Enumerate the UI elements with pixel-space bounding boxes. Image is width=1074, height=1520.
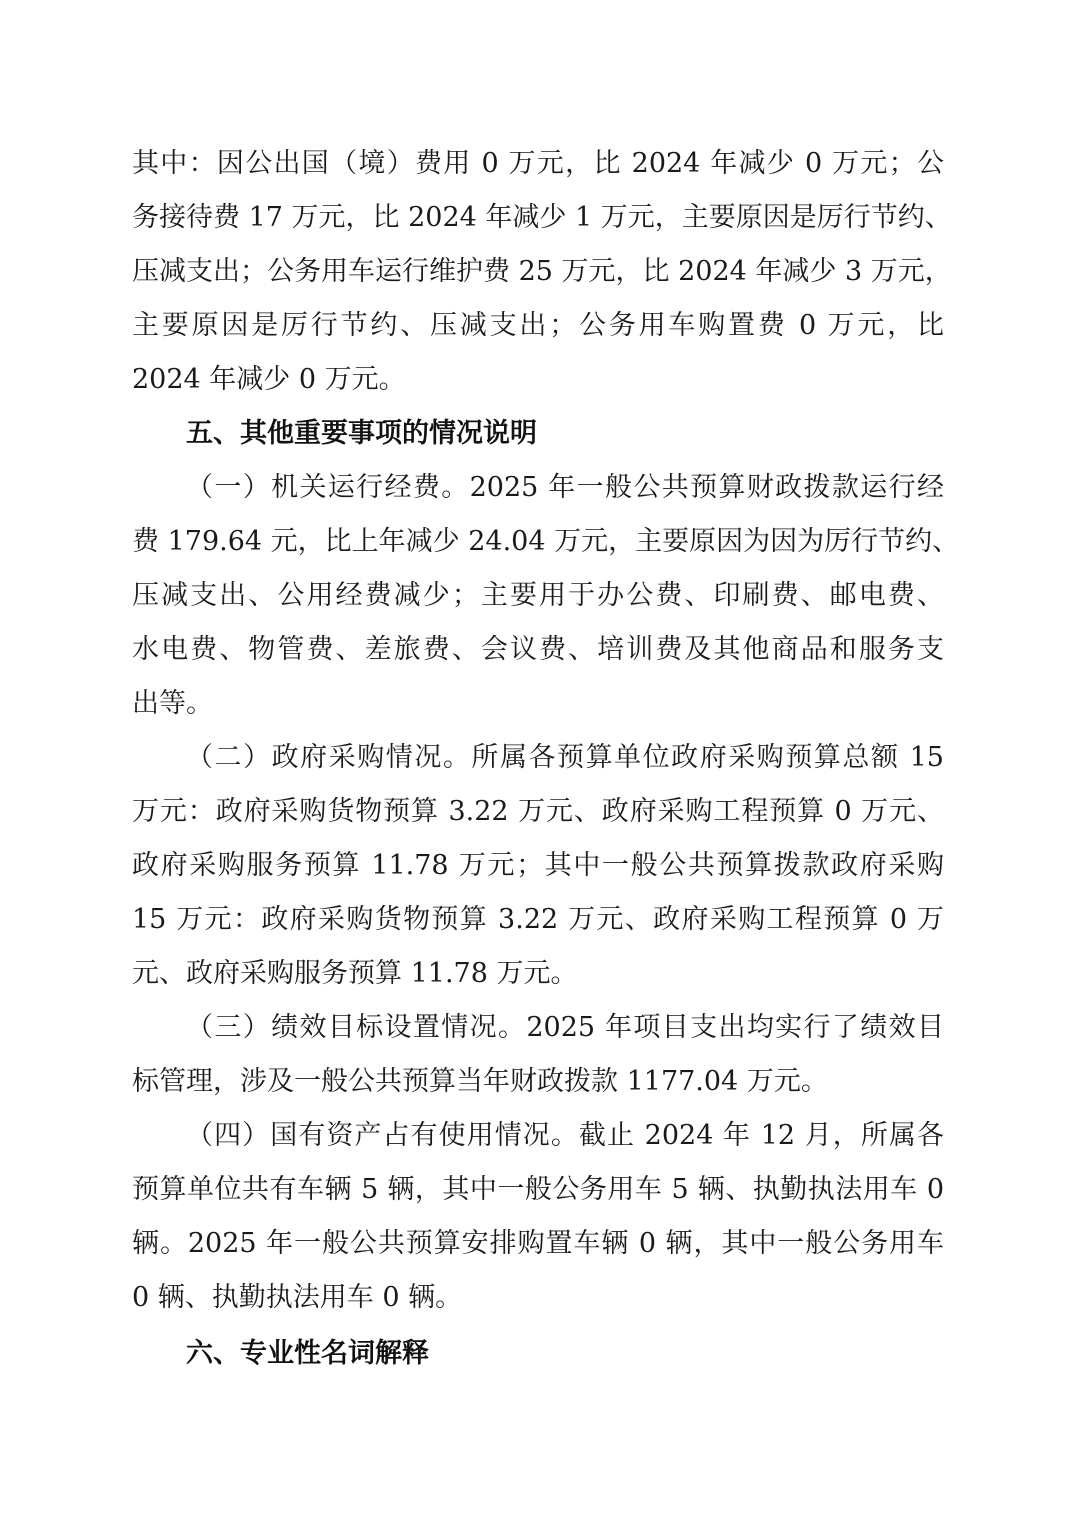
- paragraph-line: 主要原因是厉行节约、压减支出；公务用车购置费 0 万元，比: [132, 310, 944, 341]
- paragraph-line: 费 179.64 元，比上年减少 24.04 万元，主要原因为因为厉行节约、: [132, 526, 960, 557]
- paragraph-line: 其中：因公出国（境）费用 0 万元，比 2024 年减少 0 万元；公: [132, 148, 944, 179]
- paragraph-line: （四）国有资产占有使用情况。截止 2024 年 12 月，所属各: [186, 1120, 944, 1151]
- paragraph-line: 2024 年减少 0 万元。: [132, 364, 406, 395]
- paragraph-line: 压减支出、公用经费减少；主要用于办公费、印刷费、邮电费、: [132, 580, 944, 611]
- paragraph-line: （二）政府采购情况。所属各预算单位政府采购预算总额 15: [186, 742, 944, 773]
- paragraph-line: 万元：政府采购货物预算 3.22 万元、政府采购工程预算 0 万元、: [132, 796, 944, 827]
- paragraph-line: （三）绩效目标设置情况。2025 年项目支出均实行了绩效目: [186, 1012, 944, 1043]
- section-heading-5: 五、其他重要事项的情况说明: [186, 418, 537, 449]
- paragraph-line: 0 辆、执勤执法用车 0 辆。: [132, 1282, 463, 1313]
- paragraph-line: 压减支出；公务用车运行维护费 25 万元，比 2024 年减少 3 万元，: [132, 256, 952, 287]
- paragraph-line: 辆。2025 年一般公共预算安排购置车辆 0 辆，其中一般公务用车: [132, 1228, 944, 1259]
- paragraph-line: （一）机关运行经费。2025 年一般公共预算财政拨款运行经: [186, 472, 944, 503]
- paragraph-line: 标管理，涉及一般公共预算当年财政拨款 1177.04 万元。: [132, 1066, 828, 1097]
- paragraph-line: 务接待费 17 万元，比 2024 年减少 1 万元，主要原因是厉行节约、: [132, 202, 952, 233]
- section-heading-6: 六、专业性名词解释: [186, 1338, 429, 1369]
- paragraph-line: 出等。: [132, 688, 213, 719]
- paragraph-line: 预算单位共有车辆 5 辆，其中一般公务用车 5 辆、执勤执法用车 0: [132, 1174, 944, 1205]
- paragraph-line: 水电费、物管费、差旅费、会议费、培训费及其他商品和服务支: [132, 634, 944, 665]
- paragraph-line: 政府采购服务预算 11.78 万元；其中一般公共预算拨款政府采购: [132, 850, 944, 881]
- paragraph-line: 15 万元：政府采购货物预算 3.22 万元、政府采购工程预算 0 万: [132, 904, 944, 935]
- paragraph-line: 元、政府采购服务预算 11.78 万元。: [132, 958, 578, 989]
